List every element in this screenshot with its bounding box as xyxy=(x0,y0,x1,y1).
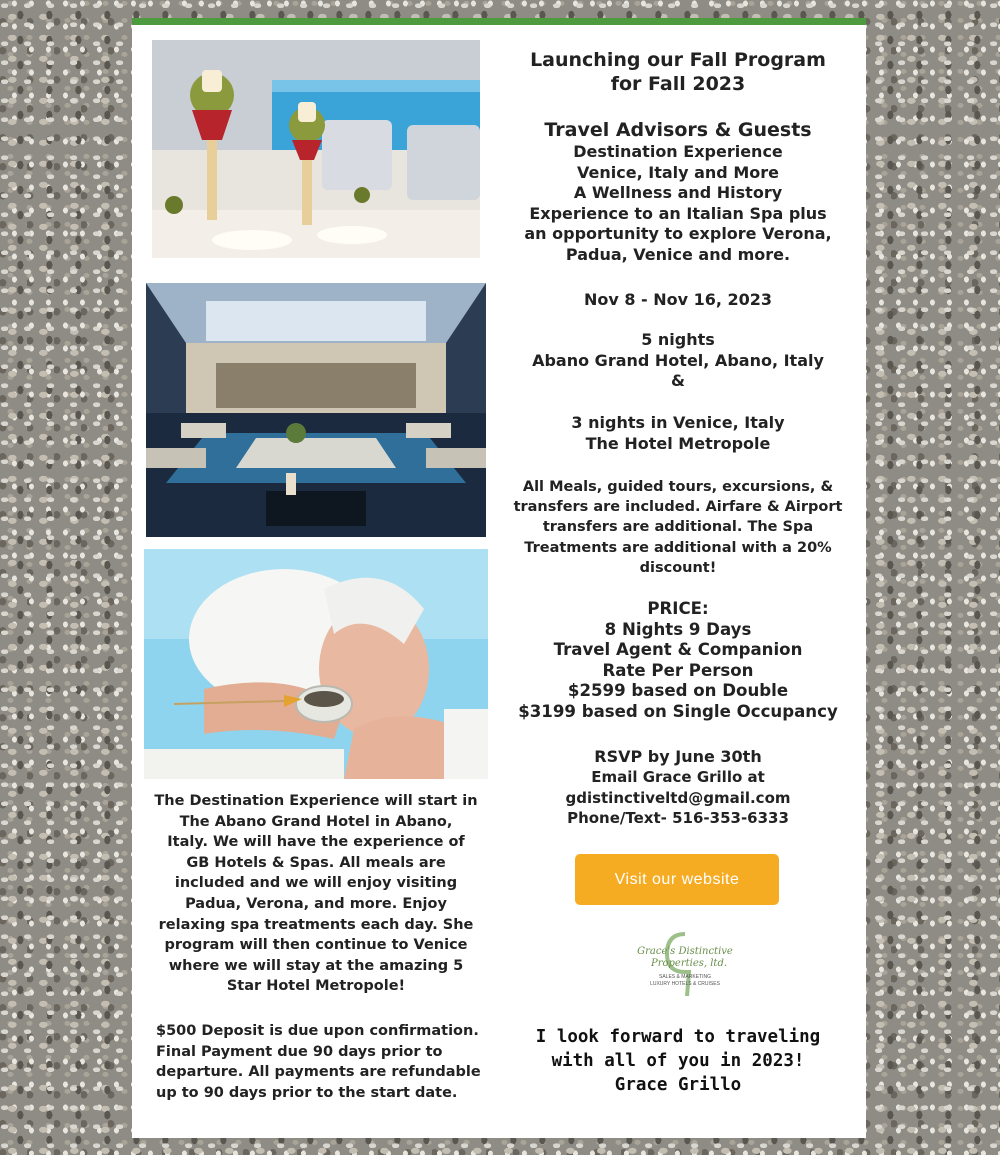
desc-line: Italy. We will have the experience of xyxy=(167,834,465,851)
heading-line: Launching our Fall Program xyxy=(530,49,826,71)
inclusion-line: discount! xyxy=(639,559,717,576)
venice-hotel: The Hotel Metropole xyxy=(585,433,771,453)
summary-line: Venice, Italy and More xyxy=(577,162,779,182)
deposit-line: $500 Deposit is due upon confirmation. xyxy=(156,1023,479,1039)
desc-line: Padua, Verona, and more. Enjoy xyxy=(185,895,447,912)
inclusion-line: transfers are included. Airfare & Airport xyxy=(513,499,843,516)
ampersand: & xyxy=(671,371,685,390)
price-audience: Travel Agent & Companion xyxy=(553,640,803,660)
closing-line: I look forward to traveling xyxy=(535,1027,821,1047)
destination-description xyxy=(146,791,486,997)
abano-nights: 5 nights xyxy=(641,330,715,349)
price-double: $2599 based on Double xyxy=(567,681,789,701)
poolside-dining-photo xyxy=(152,40,480,258)
desc-line: Star Hotel Metropole! xyxy=(226,978,406,995)
summary-line: A Wellness and History xyxy=(573,183,783,202)
desc-line: GB Hotels & Spas. All meals are xyxy=(186,854,446,871)
summary-line: Destination Experience xyxy=(573,142,783,161)
newsletter-card xyxy=(132,18,866,1138)
venice-nights: 3 nights in Venice, Italy xyxy=(571,413,785,432)
price-duration: 8 Nights 9 Days xyxy=(604,619,752,639)
logo-name-line2: Properties, ltd. xyxy=(650,958,728,969)
trip-dates: Nov 8 - Nov 16, 2023 xyxy=(583,290,773,309)
desc-line: where we will stay at the amazing 5 xyxy=(168,957,464,974)
venice-stay xyxy=(506,413,850,454)
deposit-line: up to 90 days prior to the start date. xyxy=(156,1084,458,1101)
desc-line: program will then continue to Venice xyxy=(164,937,468,954)
destination-summary xyxy=(506,142,850,265)
company-logo xyxy=(637,930,733,998)
inclusion-line: All Meals, guided tours, excursions, & xyxy=(522,479,834,495)
desc-line: included and we will enjoy visiting xyxy=(174,875,458,892)
summary-line: an opportunity to explore Verona, xyxy=(524,224,832,243)
desc-line: The Abano Grand Hotel in Abano, xyxy=(179,813,453,830)
price-label: PRICE: xyxy=(647,599,709,618)
logo-tag1: SALES & MARKETING xyxy=(659,974,711,980)
heading-line: for Fall 2023 xyxy=(610,73,746,95)
program-heading xyxy=(506,48,850,96)
rsvp-deadline: RSVP by June 30th xyxy=(594,747,762,766)
deposit-info xyxy=(156,1021,486,1103)
logo-name-line1: Grace's Distinctive xyxy=(637,946,733,957)
desc-line: The Destination Experience will start in xyxy=(154,793,478,809)
rsvp-phone: Phone/Text- 516-353-6333 xyxy=(567,808,789,827)
price-info xyxy=(506,599,850,723)
closing-line: with all of you in 2023! xyxy=(551,1051,805,1071)
inclusions-info xyxy=(506,477,850,578)
summary-line: Padua, Venice and more. xyxy=(565,244,791,264)
facial-treatment-photo xyxy=(144,549,488,779)
signature-name: Grace Grillo xyxy=(614,1075,742,1095)
price-single: $3199 based on Single Occupancy xyxy=(518,701,838,721)
spa-lounge-photo xyxy=(146,283,486,537)
desc-line: relaxing spa treatments each day. She xyxy=(158,916,474,933)
summary-line: Experience to an Italian Spa plus xyxy=(529,203,827,223)
inclusion-line: transfers are additional. The Spa xyxy=(542,519,814,536)
deposit-line: departure. All payments are refundable xyxy=(156,1064,481,1081)
closing-note xyxy=(506,1025,850,1097)
logo-tag2: LUXURY HOTELS & CRUISES xyxy=(650,981,720,987)
inclusion-line: Treatments are additional with a 20% xyxy=(524,539,832,556)
rsvp-email-label: Email Grace Grillo at xyxy=(591,768,765,787)
visit-website-button[interactable]: Visit our website xyxy=(575,854,779,905)
audience-heading xyxy=(506,118,850,142)
abano-stay xyxy=(506,330,850,392)
price-rate: Rate Per Person xyxy=(602,660,754,680)
deposit-line: Final Payment due 90 days prior to xyxy=(156,1043,443,1060)
audience-line: Travel Advisors & Guests xyxy=(544,119,812,141)
abano-hotel: Abano Grand Hotel, Abano, Italy xyxy=(532,350,824,370)
rsvp-info xyxy=(506,747,850,828)
rsvp-email-link[interactable]: gdistinctiveltd@gmail.com xyxy=(565,788,791,807)
